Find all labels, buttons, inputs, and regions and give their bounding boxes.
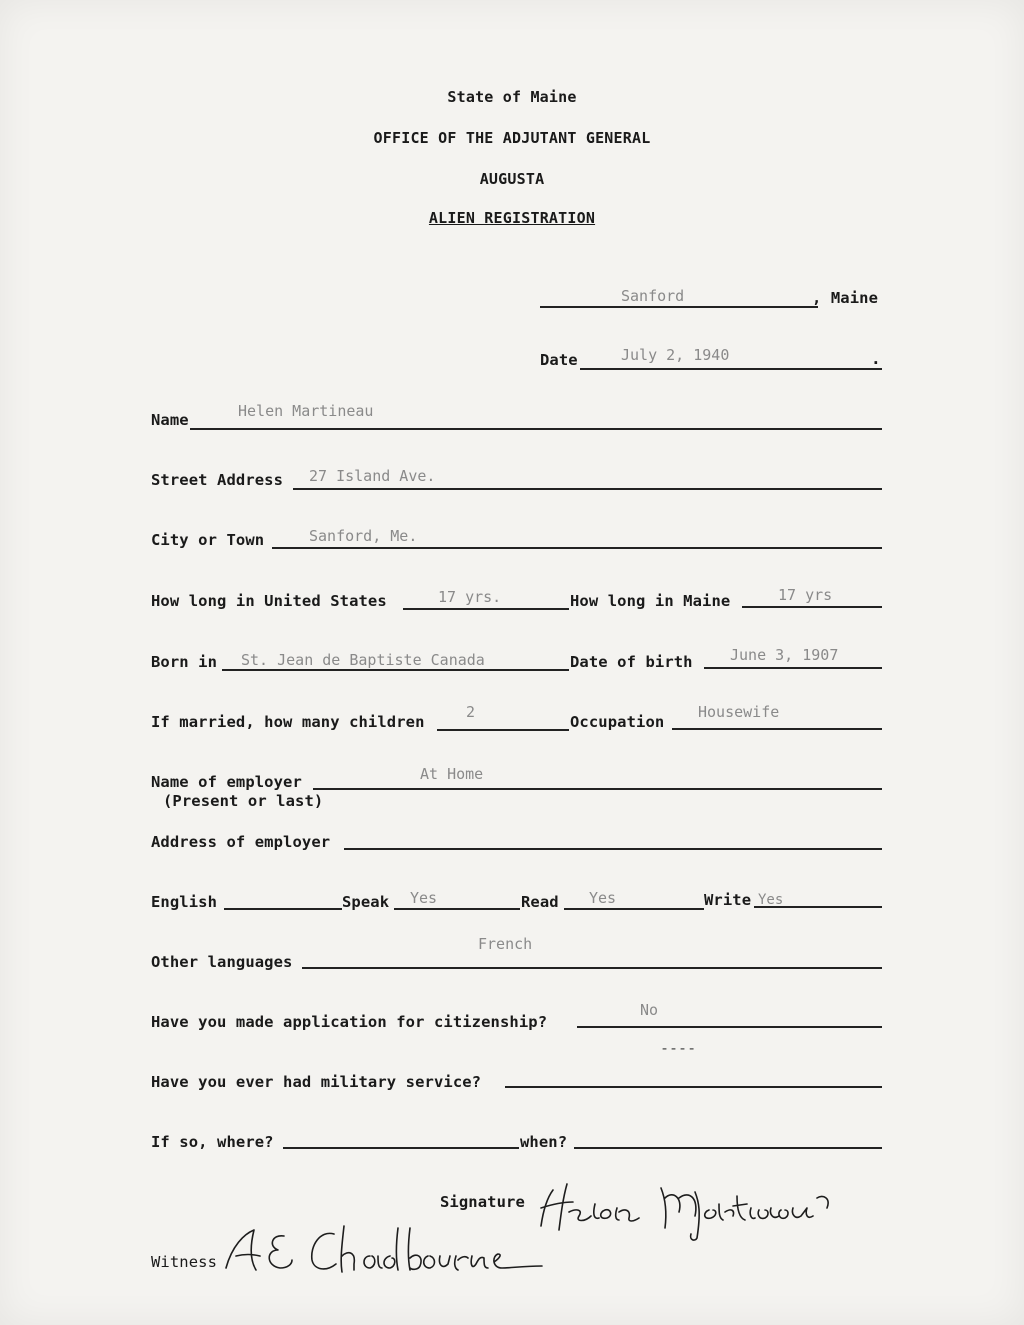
date-line <box>580 368 882 370</box>
name-line <box>190 428 882 430</box>
read-label: Read <box>521 893 559 911</box>
read-value: Yes <box>589 889 617 907</box>
born-in-line <box>222 669 569 671</box>
born-in-value: St. Jean de Baptiste Canada <box>241 651 485 669</box>
employer-label: Name of employer <box>151 773 302 791</box>
dob-line <box>704 667 882 669</box>
location-line <box>540 306 818 308</box>
children-line <box>437 729 569 731</box>
date-label: Date <box>540 351 578 369</box>
where-line <box>283 1147 519 1149</box>
me-duration-line <box>742 606 882 608</box>
me-duration-label: How long in Maine <box>570 592 731 610</box>
write-label: Write <box>704 891 752 909</box>
other-languages-label: Other languages <box>151 953 293 971</box>
speak-value: Yes <box>410 889 438 907</box>
children-value: 2 <box>466 703 476 721</box>
city-label: City or Town <box>151 531 265 549</box>
military-dash-value: ---- <box>660 1039 697 1057</box>
us-duration-value: 17 yrs. <box>438 588 502 606</box>
location-town-value: Sanford <box>621 287 685 305</box>
me-duration-value: 17 yrs <box>778 586 833 604</box>
military-label: Have you ever had military service? <box>151 1073 482 1091</box>
military-line <box>505 1086 882 1088</box>
form-title: ALIEN REGISTRATION <box>428 209 596 227</box>
where-label: If so, where? <box>151 1133 274 1151</box>
employer-line <box>313 788 882 790</box>
occupation-line <box>672 728 882 730</box>
citizenship-line <box>577 1026 882 1028</box>
write-value: Yes <box>758 892 784 908</box>
witness-label: Witness <box>151 1253 218 1271</box>
employer-address-label: Address of employer <box>151 833 331 851</box>
children-label: If married, how many children <box>151 713 425 731</box>
name-value: Helen Martineau <box>238 402 374 420</box>
english-label: English <box>151 893 218 911</box>
employer-value: At Home <box>420 765 484 783</box>
dob-value: June 3, 1907 <box>730 646 839 664</box>
city-value: Sanford, Me. <box>309 527 418 545</box>
name-label: Name <box>151 411 189 429</box>
employer-address-line <box>344 848 882 850</box>
occupation-label: Occupation <box>570 713 665 731</box>
speak-label: Speak <box>342 893 390 911</box>
witness-signature-image <box>222 1216 572 1286</box>
speak-line <box>394 908 520 910</box>
us-duration-label: How long in United States <box>151 592 387 610</box>
other-languages-value: French <box>478 935 533 953</box>
dob-label: Date of birth <box>570 653 693 671</box>
us-duration-line <box>403 608 569 610</box>
english-line <box>224 908 342 910</box>
header-office: OFFICE OF THE ADJUTANT GENERAL <box>373 129 651 147</box>
citizenship-label: Have you made application for citizenship? <box>151 1013 548 1031</box>
street-label: Street Address <box>151 471 284 489</box>
city-line <box>272 547 882 549</box>
location-state-label: , Maine <box>812 289 879 307</box>
header-city: AUGUSTA <box>479 170 545 188</box>
street-value: 27 Island Ave. <box>309 467 436 485</box>
citizenship-value: No <box>640 1001 659 1019</box>
signature-label: Signature <box>440 1193 525 1211</box>
street-line <box>293 488 882 490</box>
signature-image <box>533 1168 863 1243</box>
header-state: State of Maine <box>447 88 577 106</box>
date-period: . <box>871 349 881 368</box>
date-value: July 2, 1940 <box>621 346 730 364</box>
when-label: when? <box>520 1133 568 1151</box>
born-in-label: Born in <box>151 653 218 671</box>
read-line <box>564 908 704 910</box>
other-languages-line <box>302 967 882 969</box>
occupation-value: Housewife <box>698 703 780 721</box>
when-line <box>574 1147 882 1149</box>
employer-sublabel: (Present or last) <box>163 792 324 810</box>
